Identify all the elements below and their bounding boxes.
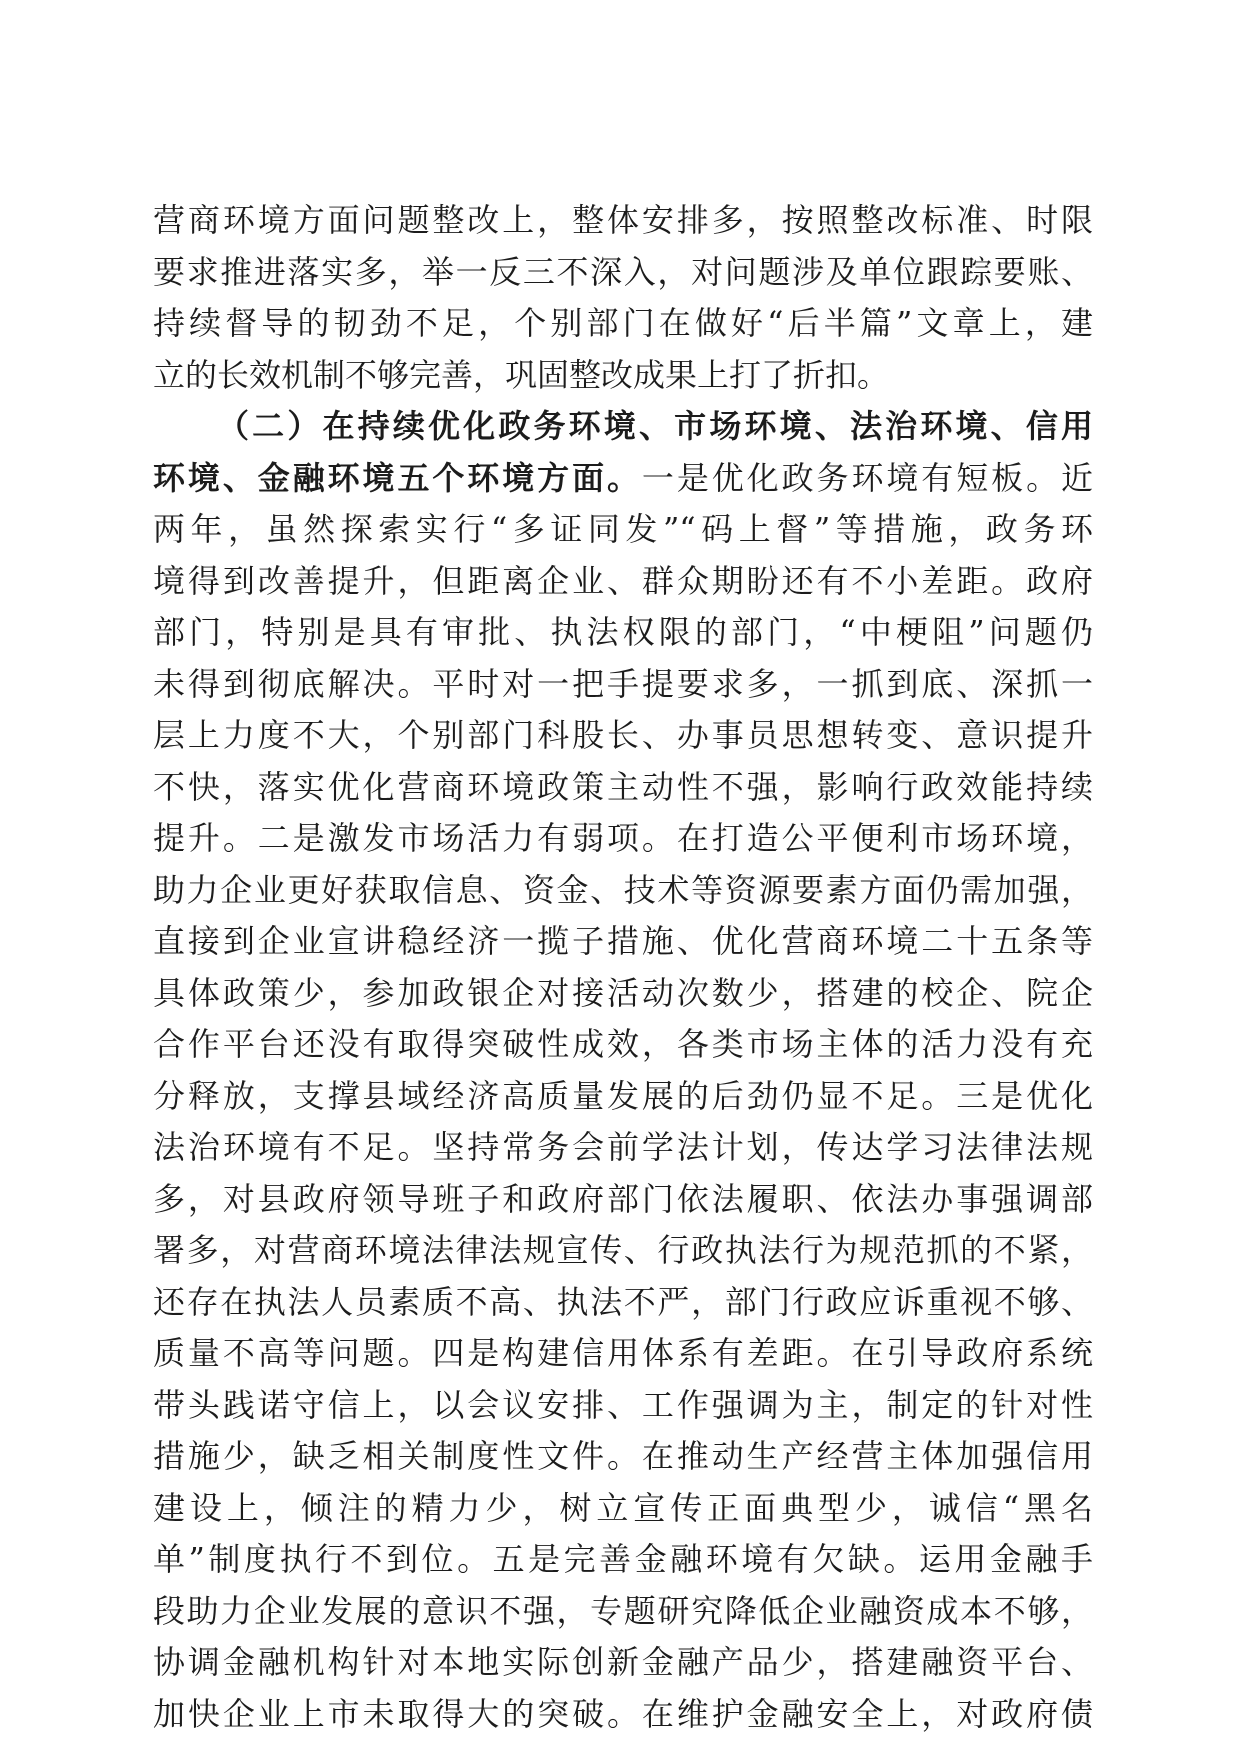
- paragraph-2-line: 质量不高等问题。四是构建信用体系有差距。在引导政府系统: [153, 1334, 1093, 1372]
- paragraph-2-line: 还存在执法人员素质不高、执法不严，部门行政应诉重视不够、: [153, 1282, 1093, 1321]
- paragraph-1-line: 营商环境方面问题整改上，整体安排多，按照整改标准、时限: [153, 201, 1093, 239]
- paragraph-2-line: 单”制度执行不到位。五是完善金融环境有欠缺。运用金融手: [153, 1540, 1093, 1578]
- paragraph-1-line: 立的长效机制不够完善，巩固整改成果上打了折扣。: [153, 355, 890, 394]
- paragraph-1-line: 要求推进落实多，举一反三不深入，对问题涉及单位跟踪要账、: [153, 252, 1093, 291]
- paragraph-2-line: 合作平台还没有取得突破性成效，各类市场主体的活力没有充: [153, 1025, 1093, 1063]
- paragraph-2-line: 法治环境有不足。坚持常务会前学法计划，传达学习法律法规: [153, 1128, 1093, 1166]
- paragraph-2: [153, 401, 1093, 1740]
- paragraph-2-line: 提升。二是激发市场活力有弱项。在打造公平便利市场环境，: [153, 819, 1093, 857]
- paragraph-2-line: 直接到企业宣讲稳经济一揽子措施、优化营商环境二十五条等: [153, 922, 1093, 960]
- paragraph-2-line: 分释放，支撑县域经济高质量发展的后劲仍显不足。三是优化: [153, 1076, 1093, 1115]
- paragraph-2-line: 助力企业更好获取信息、资金、技术等资源要素方面仍需加强，: [153, 870, 1093, 909]
- paragraph-2-line: 措施少，缺乏相关制度性文件。在推动生产经营主体加强信用: [153, 1437, 1093, 1475]
- paragraph-2-line: 协调金融机构针对本地实际创新金融产品少，搭建融资平台、: [153, 1643, 1093, 1681]
- paragraph-2-line: 多，对县政府领导班子和政府部门依法履职、依法办事强调部: [153, 1179, 1093, 1218]
- section-heading-continued: 环境、金融环境五个环境方面。: [153, 458, 642, 497]
- paragraph-2-line: 段助力企业发展的意识不强，专题研究降低企业融资成本不够，: [153, 1591, 1093, 1630]
- section-heading: （二）在持续优化政务环境、市场环境、法治环境、信用: [217, 407, 1093, 445]
- paragraph-2-line-text: 一是优化政务环境有短板。近: [641, 458, 1093, 497]
- paragraph-2-line: 两年，虽然探索实行“多证同发”“码上督”等措施，政务环: [153, 510, 1093, 548]
- paragraph-2-line: 署多，对营商环境法律法规宣传、行政执法行为规范抓的不紧，: [153, 1231, 1093, 1269]
- paragraph-2-line: 加快企业上市未取得大的突破。在维护金融安全上，对政府债: [153, 1694, 1093, 1733]
- paragraph-2-line: 带头践诺守信上，以会议安排、工作强调为主，制定的针对性: [153, 1385, 1093, 1424]
- paragraph-2-line: 未得到彻底解决。平时对一把手提要求多，一抓到底、深抓一: [153, 664, 1093, 703]
- paragraph-2-line: 境得到改善提升，但距离企业、群众期盼还有不小差距。政府: [153, 561, 1093, 600]
- document-body: [153, 195, 1093, 1740]
- paragraph-2-line: 具体政策少，参加政银企对接活动次数少，搭建的校企、院企: [153, 973, 1093, 1012]
- paragraph-1-line: 持续督导的韧劲不足，个别部门在做好“后半篇”文章上，建: [153, 304, 1093, 342]
- paragraph-2-line: 建设上，倾注的精力少，树立宣传正面典型少，诚信“黑名: [153, 1488, 1093, 1527]
- paragraph-1: [153, 195, 1093, 401]
- paragraph-2-line: 不快，落实优化营商环境政策主动性不强，影响行政效能持续: [153, 767, 1093, 806]
- paragraph-2-line: 部门，特别是具有审批、执法权限的部门，“中梗阻”问题仍: [153, 613, 1093, 651]
- paragraph-2-line: 层上力度不大，个别部门科股长、办事员思想转变、意识提升: [153, 716, 1093, 754]
- paragraph-2-heading-line: [153, 401, 1093, 453]
- paragraph-2-line: [153, 453, 1093, 505]
